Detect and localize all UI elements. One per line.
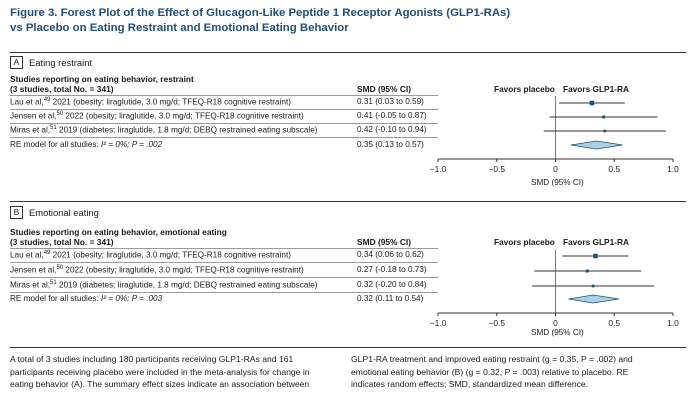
panel-a-x-tick-label: 0.5 [608,164,621,174]
caption-left: A total of 3 studies including 180 participants receiving GLP1-RAs and 161 participants receiving placebo were included in the meta-analysis for change in eating behavior (A). The summary effect sizes indicate an association between [10,354,310,390]
panel-b-study-2-marker [586,270,589,273]
panel-a-favors-placebo: Favors placebo [494,84,555,94]
panel-b-x-tick-label: −1.0 [429,318,447,328]
panel-b-favors-placebo: Favors placebo [494,237,555,247]
panel-b-summary-ci: 0.32 (0.11 to 0.54) [357,294,424,303]
panel-a-xlabel: SMD (95% CI) [531,178,584,187]
panel-a-study-2-ci: 0.41 (-0.05 to 0.87) [357,111,427,120]
panel-b-study-3-label: Miras et al,$^{51}$ 2019 (diabetes; liraglutide, 1.8 mg/d; DEBQ restrained eating subscale) [10,280,318,290]
panel-a-x-tick-label: 1.0 [667,164,679,174]
panel-b-header-line2: (3 studies, total No. = 341) [10,237,114,247]
panel-b-study-2-ci: 0.27 (-0.18 to 0.73) [357,265,427,274]
panel-a-study-3-ci: 0.42 (-0.10 to 0.94) [357,125,427,134]
figure-title-line2: vs Placebo on Eating Restraint and Emotional Eating Behavior [10,22,349,34]
panel-b-favors-glp1ra: Favors GLP1-RA [563,237,629,247]
panel-a-study-1-ci: 0.31 (0.03 to 0.59) [357,97,424,106]
figure-title-line1: Figure 3. Forest Plot of the Effect of Glucagon-Like Peptide 1 Receptor Agonists (GLP1-RAs) [10,7,511,19]
panel-b-smd-header: SMD (95% CI) [357,237,411,247]
panel-b-study-3-marker [592,285,595,288]
panel-a-summary-ci: 0.35 (0.13 to 0.57) [357,140,424,149]
panel-b-x-tick-label: 0.5 [608,318,621,328]
panel-a-x-tick-label: −1.0 [429,164,447,174]
panel-a-header-line2: (3 studies, total No. = 341) [10,84,114,94]
panel-b-summary-label: RE model for all studies: I² = 0%; P = .003 [10,294,163,303]
panel-b-study-2-label: Jensen et al,$^{50}$ 2022 (obesity; liraglutide, 3.0 mg/d; TFEQ-R18 cognitive restraint) [10,265,304,275]
panel-b-study-1-ci: 0.34 (0.06 to 0.62) [357,250,424,259]
panel-b-xlabel: SMD (95% CI) [531,328,584,337]
panel-b-letter: B [10,206,23,219]
panel-a-summary-label: RE model for all studies: I² = 0%; P = .002 [10,140,163,149]
panel-a-x-tick-label: 0 [553,164,558,174]
panel-b-label: Emotional eating [29,207,99,218]
panel-a-header-line1: Studies reporting on eating behavior, restraint [10,74,194,84]
panel-a-label: Eating restraint [29,57,93,68]
panel-b-x-tick-label: 1.0 [667,318,679,328]
panel-a-summary-diamond [571,141,623,149]
panel-a-study-2-label: Jensen et al,$^{50}$ 2022 (obesity; liraglutide, 3.0 mg/d; TFEQ-R18 cognitive restraint) [10,111,304,121]
panel-a-letter: A [10,56,23,69]
panel-b-header-line1: Studies reporting on eating behavior, emotional eating [10,227,227,237]
panel-a-study-1-label: Lau et al,$^{49}$ 2021 (obesity; liraglutide, 3.0 mg/d; TFEQ-R18 cognitive restraint) [10,97,291,107]
panel-a-study-2-marker [602,116,605,119]
caption-right: GLP1-RA treatment and improved eating restraint (g = 0.35, P = .002) and emotional eating behavior (B) (g = 0.32, P = .003) relative to placebo. RE indicates random effects; SMD, standardized mean difference. [351,354,633,390]
panel-b-x-tick-label: 0 [553,318,558,328]
panel-b-x-tick-label: −0.5 [488,318,506,328]
panel-a-x-tick-label: −0.5 [488,164,506,174]
panel-a-favors-glp1ra: Favors GLP1-RA [563,84,629,94]
panel-b-study-3-ci: 0.32 (-0.20 to 0.84) [357,280,427,289]
panel-b-summary-diamond [568,295,619,303]
panel-a-smd-header: SMD (95% CI) [357,84,411,94]
panel-a-study-3-marker [604,130,607,133]
panel-b-study-1-label: Lau et al,$^{49}$ 2021 (obesity; liraglutide, 3.0 mg/d; TFEQ-R18 cognitive restraint) [10,250,291,260]
panel-b-study-1-marker [593,254,598,259]
panel-a-study-3-label: Miras et al,$^{51}$ 2019 (diabetes; liraglutide, 1.8 mg/d; DEBQ restrained eating subscale) [10,125,318,135]
panel-a-study-1-marker [590,101,595,106]
